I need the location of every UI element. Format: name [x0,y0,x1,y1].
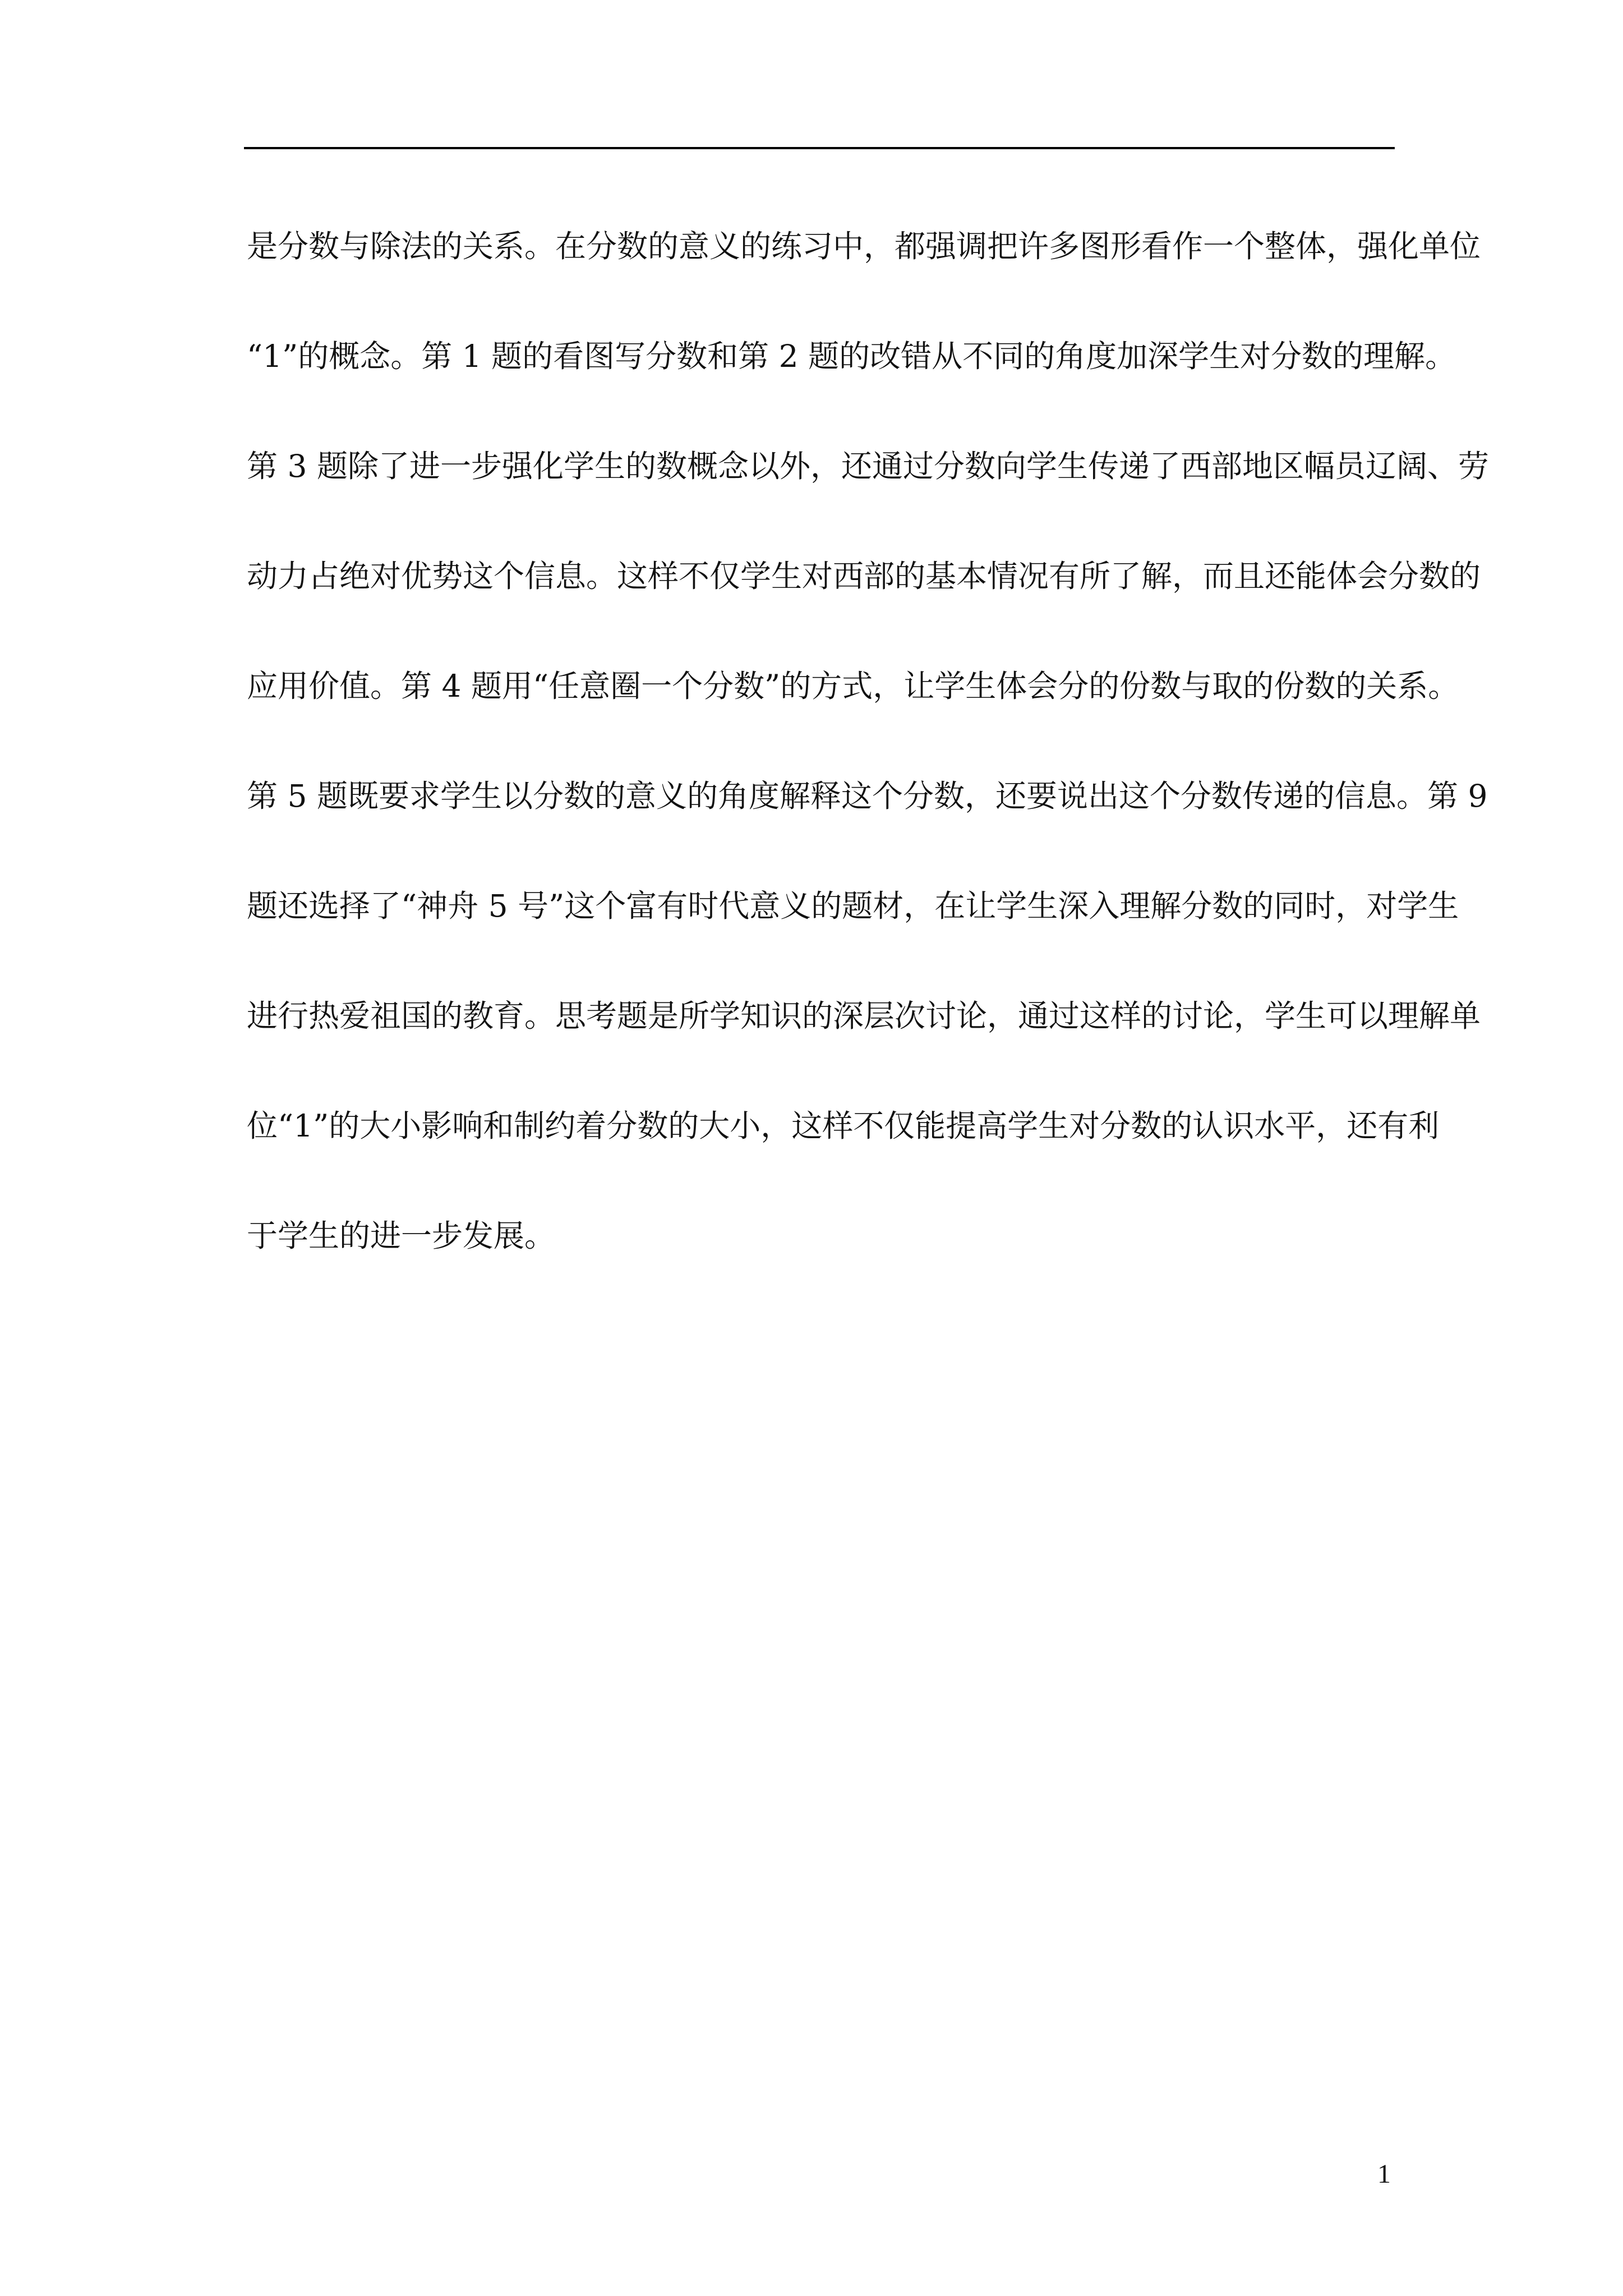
text-line-9: 位“1”的大小影响和制约着分数的大小，这样不仅能提高学生对分数的认识水平，还有利 [247,1108,1440,1144]
text-line-7: 题还选择了“神舟 5 号”这个富有时代意义的题材，在让学生深入理解分数的同时，对学生 [247,888,1459,924]
body-paragraph [247,215,1489,1315]
text-line-8: 进行热爱祖国的教育。思考题是所学知识的深层次讨论，通过这样的讨论，学生可以理解单 [247,998,1481,1034]
text-line-6: 第 5 题既要求学生以分数的意义的角度解释这个分数，还要说出这个分数传递的信息。第 9 [247,778,1488,814]
text-line-3: 第 3 题除了进一步强化学生的数概念以外，还通过分数向学生传递了西部地区幅员辽阔、劳 [247,448,1489,484]
text-line-2: “1”的概念。第 1 题的看图写分数和第 2 题的改错从不同的角度加深学生对分数的理解。 [247,338,1456,374]
text-line-5: 应用价值。第 4 题用“任意圈一个分数”的方式，让学生体会分的份数与取的份数的关系。 [247,668,1459,704]
header-rule [244,147,1395,149]
page-number: 1 [1377,2159,1391,2189]
text-line-4: 动力占绝对优势这个信息。这样不仅学生对西部的基本情况有所了解，而且还能体会分数的 [247,558,1481,594]
text-line-1: 是分数与除法的关系。在分数的意义的练习中，都强调把许多图形看作一个整体，强化单位 [247,228,1481,264]
text-line-10: 于学生的进一步发展。 [247,1218,556,1254]
